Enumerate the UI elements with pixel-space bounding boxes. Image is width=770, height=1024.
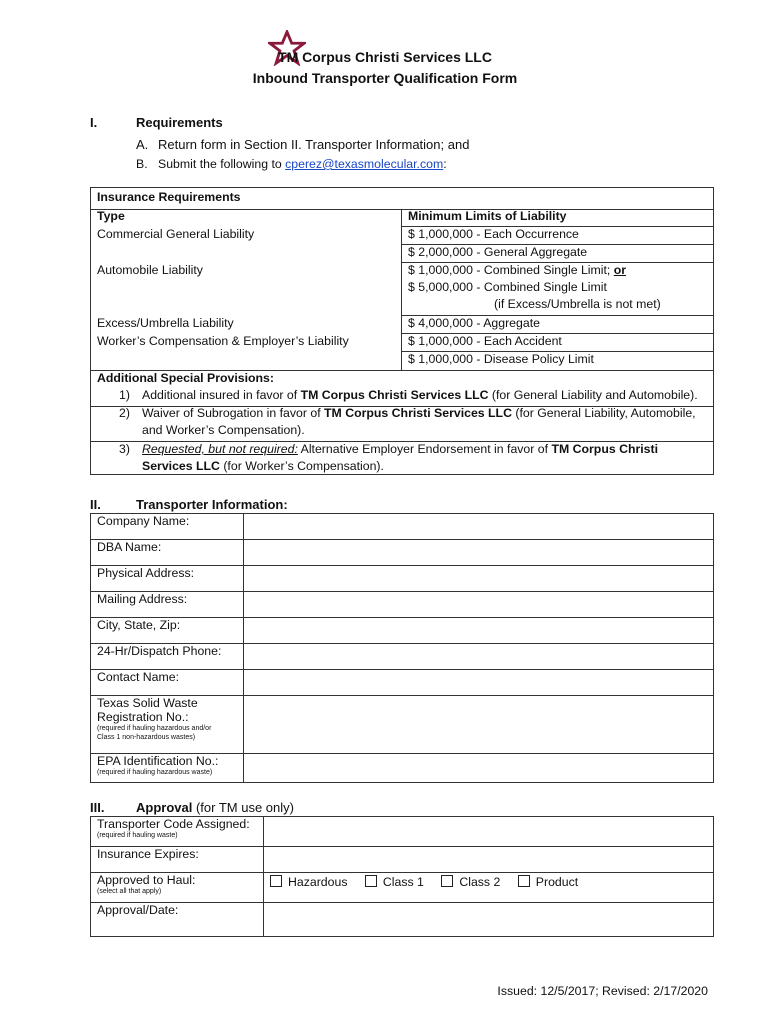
requirement-a: Return form in Section II. Transporter Information; and [158, 137, 470, 152]
city-state-zip-label: City, State, Zip: [91, 618, 244, 644]
requirement-a-letter: A. [136, 137, 149, 152]
class1-checkbox[interactable] [365, 875, 377, 887]
epa-field[interactable] [244, 754, 714, 783]
section-2-title: Transporter Information: [136, 497, 288, 512]
email-link[interactable]: cperez@texasmolecular.com [285, 157, 444, 171]
insurance-expires-label: Insurance Expires: [91, 847, 264, 873]
limits-header: Minimum Limits of Liability [408, 209, 567, 223]
dispatch-phone-field[interactable] [244, 644, 714, 670]
code-label: Transporter Code Assigned: (required if hauling waste) [91, 817, 264, 847]
epa-label: EPA Identification No.: (required if hauling hazardous waste) [91, 754, 244, 783]
dba-name-field[interactable] [244, 540, 714, 566]
approval-table [90, 816, 714, 937]
type-header: Type [97, 209, 125, 223]
form-title: Inbound Transporter Qualification Form [252, 70, 518, 86]
product-label: Product [535, 875, 579, 889]
provision-2-cont: and Worker’s Compensation). [142, 423, 305, 437]
requirement-b-prefix: Submit the following to [158, 157, 286, 171]
wc-limit-1: $ 1,000,000 - Each Accident [408, 334, 562, 348]
physical-address-label: Physical Address: [91, 566, 244, 592]
dba-name-label: DBA Name: [91, 540, 244, 566]
insurance-table [90, 187, 714, 475]
company-name-label: Company Name: [91, 514, 244, 540]
section-1-title: Requirements [136, 115, 223, 130]
tsw-label: Texas Solid Waste Registration No.: (required if hauling hazardous and/or Class 1 non-hazardous wastes) [91, 696, 244, 754]
section-1-number: I. [90, 115, 98, 130]
insurance-expires-field[interactable] [264, 847, 714, 873]
auto-label: Automobile Liability [97, 263, 203, 277]
approval-date-label: Approval/Date: [91, 903, 264, 937]
class2-label: Class 2 [459, 875, 501, 889]
wc-limit-2: $ 1,000,000 - Disease Policy Limit [408, 352, 594, 366]
physical-address-field[interactable] [244, 566, 714, 592]
section-3-number: III. [90, 800, 105, 815]
issued-revised-footer: Issued: 12/5/2017; Revised: 2/17/2020 [497, 984, 708, 998]
mailing-address-label: Mailing Address: [91, 592, 244, 618]
provision-1: Additional insured in favor of TM Corpus Christi Services LLC (for General Liability and Automobile). [142, 388, 698, 402]
requirement-b-letter: B. [136, 157, 148, 171]
excess-label: Excess/Umbrella Liability [97, 316, 234, 330]
approved-label: Approved to Haul: (select all that apply) [91, 873, 264, 903]
hazardous-checkbox[interactable] [270, 875, 282, 887]
contact-name-label: Contact Name: [91, 670, 244, 696]
provisions-heading: Additional Special Provisions: [97, 371, 274, 385]
class2-checkbox[interactable] [441, 875, 453, 887]
wc-label: Worker’s Compensation & Employer’s Liability [97, 334, 349, 348]
contact-name-field[interactable] [244, 670, 714, 696]
auto-limit-2: $ 5,000,000 - Combined Single Limit [408, 280, 607, 294]
city-state-zip-field[interactable] [244, 618, 714, 644]
section-3-title: Approval (for TM use only) [136, 800, 294, 815]
provision-2: Waiver of Subrogation in favor of TM Corpus Christi Services LLC (for General Liability, Automobile, [142, 406, 696, 420]
class1-label: Class 1 [382, 875, 424, 889]
cgl-label: Commercial General Liability [97, 227, 255, 241]
company-title: TM Corpus Christi Services LLC [278, 49, 492, 65]
provision-2-num: 2) [119, 406, 130, 420]
company-name-field[interactable] [244, 514, 714, 540]
section-2-number: II. [90, 497, 101, 512]
tsw-field[interactable] [244, 696, 714, 754]
provision-3-num: 3) [119, 442, 130, 456]
insurance-heading: Insurance Requirements [97, 190, 241, 204]
cgl-limit-1: $ 1,000,000 - Each Occurrence [408, 227, 579, 241]
auto-limit-1: $ 1,000,000 - Combined Single Limit; or [408, 263, 627, 277]
cgl-limit-2: $ 2,000,000 - General Aggregate [408, 245, 588, 259]
requirement-b-suffix: : [443, 157, 447, 171]
provision-1-num: 1) [119, 388, 130, 402]
dispatch-phone-label: 24-Hr/Dispatch Phone: [91, 644, 244, 670]
hazardous-label: Hazardous [288, 875, 348, 889]
provision-3: Requested, but not required: Alternative Employer Endorsement in favor of TM Corpus Christi [142, 442, 659, 456]
provision-3-cont: Services LLC (for Worker’s Compensation). [142, 459, 384, 473]
code-field[interactable] [264, 817, 714, 847]
approval-date-field[interactable] [264, 903, 714, 937]
excess-limit: $ 4,000,000 - Aggregate [408, 316, 540, 330]
product-checkbox[interactable] [518, 875, 530, 887]
auto-limit-3: (if Excess/Umbrella is not met) [494, 297, 661, 311]
requirement-b [158, 157, 447, 171]
approved-options [264, 873, 714, 903]
mailing-address-field[interactable] [244, 592, 714, 618]
transporter-table [90, 513, 714, 783]
